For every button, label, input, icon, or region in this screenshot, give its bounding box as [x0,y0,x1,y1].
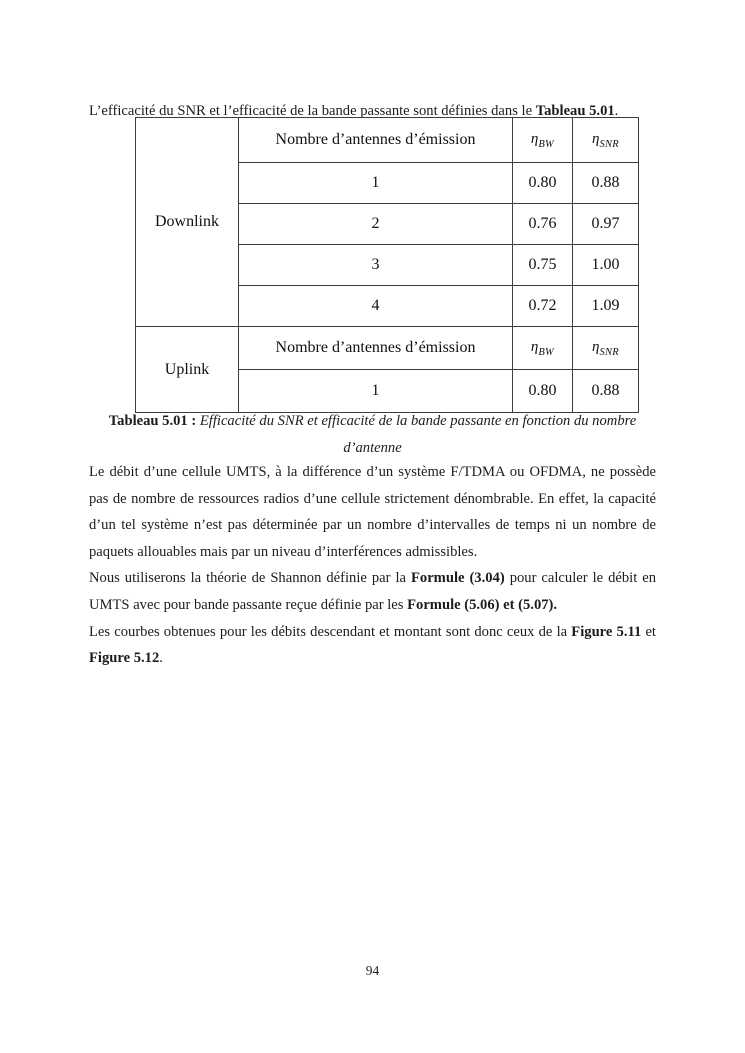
cell-eta-snr: 0.97 [573,204,639,245]
table-caption [89,408,656,461]
cell-eta-snr: 1.09 [573,286,639,327]
cell-eta-snr: 0.88 [573,163,639,204]
cell-antennas: 2 [239,204,513,245]
paragraph-courbes: Les courbes obtenues pour les débits descendant et montant sont donc ceux de la Figure 5.11 et Figure 5.12. [89,623,656,667]
cell-eta-bw: 0.75 [513,245,573,286]
efficiency-table [135,117,639,413]
col-header-antennas: Nombre d’antennes d’émission [239,327,513,370]
paragraph-shannon: Nous utiliserons la théorie de Shannon définie par la Formule (3.04) pour calculer le débit en UMTS avec pour bande passante reçue définie par les Formule (5.06) et (5.07). [89,570,657,613]
intro-period: . [614,102,619,119]
cell-eta-bw: 0.80 [513,163,573,204]
cell-antennas: 1 [239,163,513,204]
cell-eta-bw: 0.76 [513,204,573,245]
caption-label: Tableau 5.01 : [108,413,197,429]
body-text [89,459,656,672]
cell-eta-bw: 0.80 [513,370,573,413]
paragraph-umts: Le débit d’une cellule UMTS, à la différence d’un système F/TDMA ou OFDMA, ne possède pas de nombre de ressources radios d’une cellule strictement dénombrable. En effet, la capacité d’un tel système n’est pas déterminée par un nombre d’intervalles de temps ni un nombre de paquets allouables mais par un niveau d’interférences admissibles. [89,464,656,560]
caption-title-line2: d’antenne [343,439,402,456]
intro-text: L’efficacité du SNR et l’efficacité de la bande passante sont définies dans le [89,102,536,119]
cell-eta-bw: 0.72 [513,286,573,327]
page-number: 94 [365,963,380,978]
cell-antennas: 3 [239,245,513,286]
cell-eta-snr: 0.88 [573,370,639,413]
col-header-antennas: Nombre d’antennes d’émission [239,118,513,163]
col-header-eta-snr: $\eta_{SNR}$ [573,327,639,370]
col-header-eta-bw: $\eta_{BW}$ [513,327,573,370]
formule-506-507-bold: Formule (5.06) et (5.07). [407,596,558,613]
figure-512-bold: Figure 5.12 [89,650,160,667]
tableau-ref-bold: Tableau 5.01 [535,102,615,119]
col-header-eta-bw: $\eta_{BW}$ [513,118,573,163]
group-label-uplink: Uplink [136,327,239,413]
formule-304-bold: Formule (3.04) [410,570,505,587]
col-header-eta-snr: $\eta_{SNR}$ [573,118,639,163]
cell-eta-snr: 1.00 [573,245,639,286]
cell-antennas: 1 [239,370,513,413]
group-label-downlink: Downlink [136,118,239,327]
cell-antennas: 4 [239,286,513,327]
figure-511-bold: Figure 5.11 [571,623,642,640]
caption-title-line1: Efficacité du SNR et efficacité de la bande passante en fonction du nombre [196,413,637,429]
